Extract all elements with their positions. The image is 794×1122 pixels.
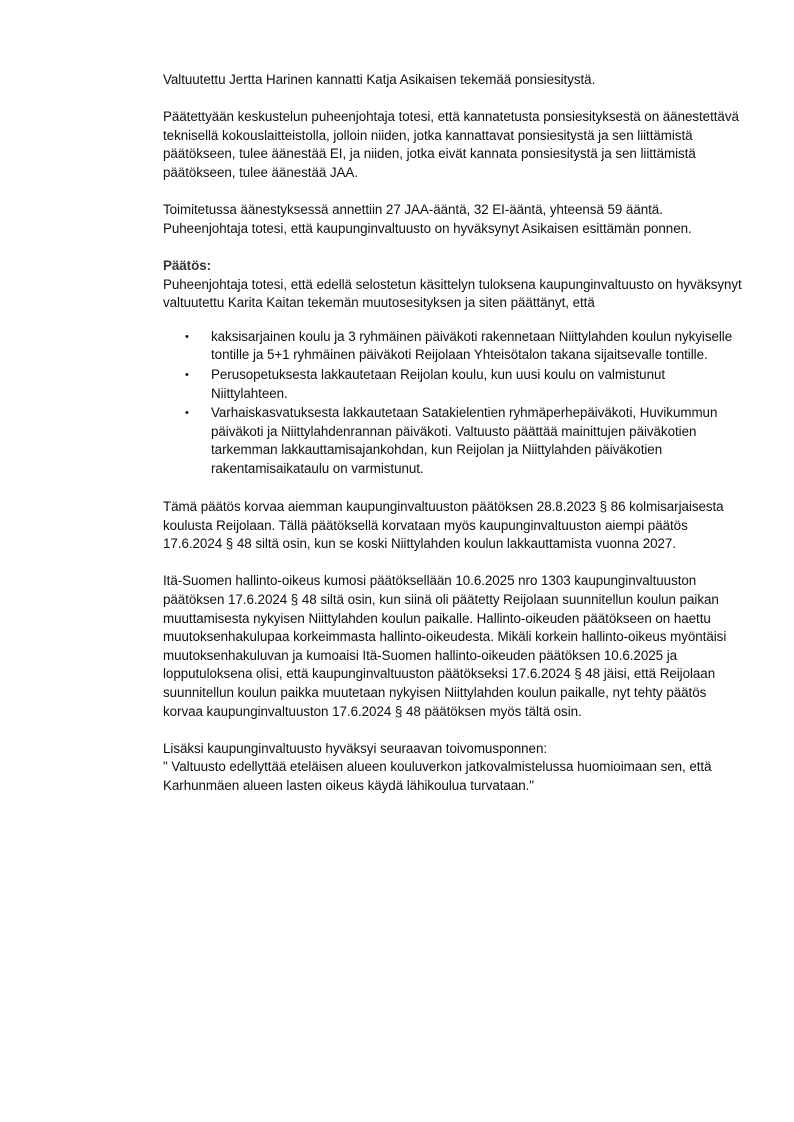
spacer [163, 479, 743, 498]
decision-heading: Päätös: [163, 257, 212, 273]
spacer [163, 183, 743, 202]
decision-list-item [163, 328, 743, 365]
spacer [163, 721, 743, 740]
bullet-icon: • [185, 368, 189, 381]
decision-intro: Puheenjohtaja totesi, että edellä selostetun käsittelyn tuloksena kaupunginvaltuusto on hyväksynyt valtuutettu Karita Kaitan tekemän muutosesityksen ja siten päättänyt, että [163, 276, 742, 311]
decision-list-item [163, 404, 743, 478]
document-page [163, 71, 743, 796]
bullet-icon: • [185, 330, 189, 343]
paragraph-seconding: Valtuutettu Jertta Harinen kannatti Katja Asikaisen tekemää ponsiesitystä. [163, 72, 596, 87]
paragraph-voting-result: Toimitetussa äänestyksessä annettiin 27 JAA-ääntä, 32 EI-ääntä, yhteensä 59 ääntä. Puheenjohtaja totesi, että kaupunginvaltuusto on hyväksynyt Asikaisen esittämän ponnen. [163, 202, 692, 236]
decision-item-text: Varhaiskasvatuksesta lakkautetaan Satakielentien ryhmäperhepäiväkoti, Huvikummun päiväkoti ja Niittylahdenrannan päiväkoti. Valtuusto päättää mainittujen päiväkotien tarkemman lakkauttamisajankohdan, kun Reijolan ja Niittylahden päiväkotien rakentamisaikataulu on varmistunut. [211, 405, 718, 476]
paragraph-voting-procedure: Päätettyään keskustelun puheenjohtaja totesi, että kannatetusta ponsiesityksestä on äänestettävä teknisellä kokouslaitteistolla, jolloin niiden, jotka kannattavat ponsiesitystä ja sen liittämistä päätökseen, tulee äänestää EI, ja niiden, jotka eivät kannata ponsiesitystä ja sen liittämistä päätökseen, tulee äänestää JAA. [163, 109, 739, 180]
bullet-icon: • [185, 407, 189, 420]
spacer [163, 238, 743, 257]
spacer [163, 90, 743, 109]
decision-list-item [163, 366, 743, 403]
paragraph-court-decision: Itä-Suomen hallinto-oikeus kumosi päätöksellään 10.6.2025 nro 1303 kaupunginvaltuuston päätöksen 17.6.2024 § 48 siltä osin, kun siinä oli päätetty Reijolaan suunnitellun koulun paikan muuttamisesta nykyisen Niittylahden koulun paikalle. Hallinto-oikeuden päätökseen on haettu muutoksenhakulupaa korkeimmasta hallinto-oikeudesta. Mikäli korkein hallinto-oikeus myöntäisi muutoksenhakuluvan ja kumoaisi Itä-Suomen hallinto-oikeuden päätöksen 10.6.2025 ja lopputuloksena olisi, että kaupunginvaltuuston päätökseksi 17.6.2024 § 48 jäisi, että Reijolaan suunnitellun koulun paikka muutetaan nykyisen Niittylahden koulun paikalle, nyt tehty päätös korvaa kaupunginvaltuuston 17.6.2024 § 48 päätöksen myös tältä osin. [163, 573, 727, 719]
decision-item-text: kaksisarjainen koulu ja 3 ryhmäinen päiväkoti rakennetaan Niittylahden koulun nykyiselle tontille ja 5+1 ryhmäinen päiväkoti Reijolaan Yhteisötalon takana sijaitsevalle tontille. [211, 328, 733, 363]
paragraph-replaces-previous: Tämä päätös korvaa aiemman kaupunginvaltuuston päätöksen 28.8.2023 § 86 kolmisarjaisesta koulusta Reijolaan. Tällä päätöksellä korvataan myös kaupunginvaltuuston aiempi päätös 17.6.2024 § 48 siltä osin, kun se koski Niittylahden koulun lakkauttamista vuonna 2027. [163, 499, 724, 552]
paragraph-wish-quote: " Valtuusto edellyttää eteläisen alueen kouluverkon jatkovalmistelussa huomioimaan sen, että Karhunmäen alueen lasten oikeus käydä lähikoulua turvataan." [163, 759, 712, 793]
decision-item-text: Perusopetuksesta lakkautetaan Reijolan koulu, kun uusi koulu on valmistunut Niittylahteen. [211, 366, 666, 401]
spacer [163, 554, 743, 573]
paragraph-wish-intro: Lisäksi kaupunginvaltuusto hyväksyi seuraavan toivomusponnen: [163, 740, 548, 756]
decision-list [163, 328, 743, 479]
